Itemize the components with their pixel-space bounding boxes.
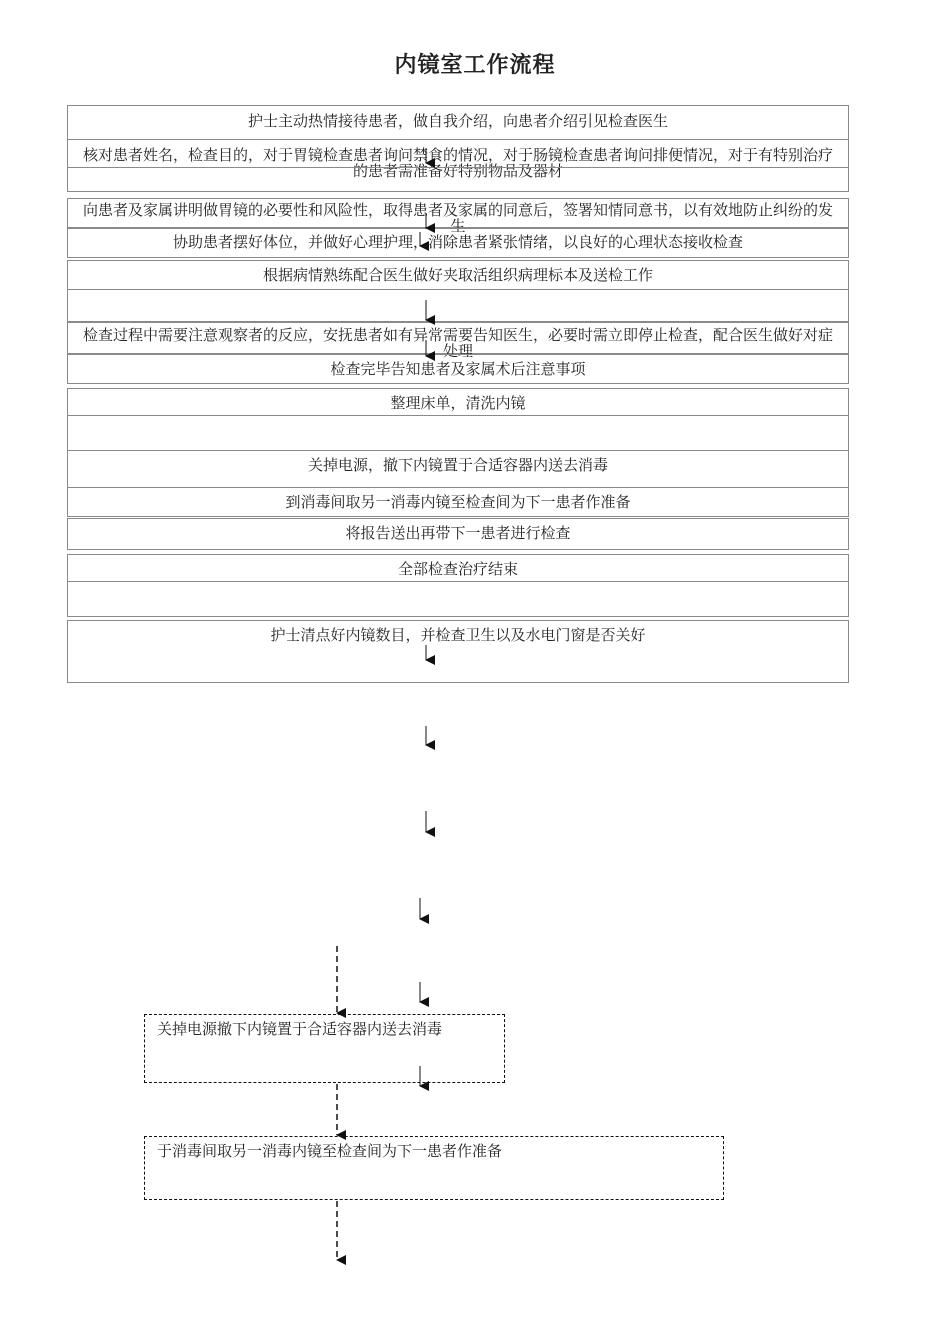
page-title: 内镜室工作流程 bbox=[394, 53, 556, 78]
step-text-monitor: 检查过程中需要注意观察者的反应，安抚患者如有异常需要告知医生，必要时需立即停止检查，配合医生做好对症处理 bbox=[82, 326, 833, 360]
step-text-verify: 核对患者姓名，检查目的，对于胃镜检查患者询问禁食的情况，对于肠镜检查患者询问排便情况，对于有特别治疗的患者需准备好特别物品及器材 bbox=[82, 146, 833, 180]
step-text-final-check: 护士清点好内镜数目，并检查卫生以及水电门窗是否关好 bbox=[270, 626, 646, 644]
dashed-text-fetch-scope: 于消毒间取另一消毒内镜至检查间为下一患者作准备 bbox=[157, 1142, 503, 1160]
step-text-postop: 检查完毕告知患者及家属术后注意事项 bbox=[330, 360, 586, 378]
dashed-text-power-off: 关掉电源撤下内镜置于合适容器内送去消毒 bbox=[157, 1020, 443, 1038]
step-text-biopsy: 根据病情熟练配合医生做好夹取活组织病理标本及送检工作 bbox=[262, 266, 653, 284]
step-text-power-off: 关掉电源，撤下内镜置于合适容器内送去消毒 bbox=[307, 456, 608, 474]
step-text-reception: 护士主动热情接待患者，做自我介绍，向患者介绍引见检查医生 bbox=[247, 112, 668, 130]
step-text-consent: 向患者及家属讲明做胃镜的必要性和风险性，取得患者及家属的同意后，签署知情同意书，以有效地防止纠纷的发生 bbox=[82, 201, 833, 235]
step-text-cleanup: 整理床单，清洗内镜 bbox=[390, 394, 526, 412]
step-text-position: 协助患者摆好体位，并做好心理护理，消除患者紧张情绪，以良好的心理状态接收检查 bbox=[172, 233, 743, 251]
step-text-fetch-scope: 到消毒间取另一消毒内镜至检查间为下一患者作准备 bbox=[285, 493, 631, 511]
step-text-report: 将报告送出再带下一患者进行检查 bbox=[345, 524, 571, 542]
step-text-finish: 全部检查治疗结束 bbox=[397, 560, 518, 578]
